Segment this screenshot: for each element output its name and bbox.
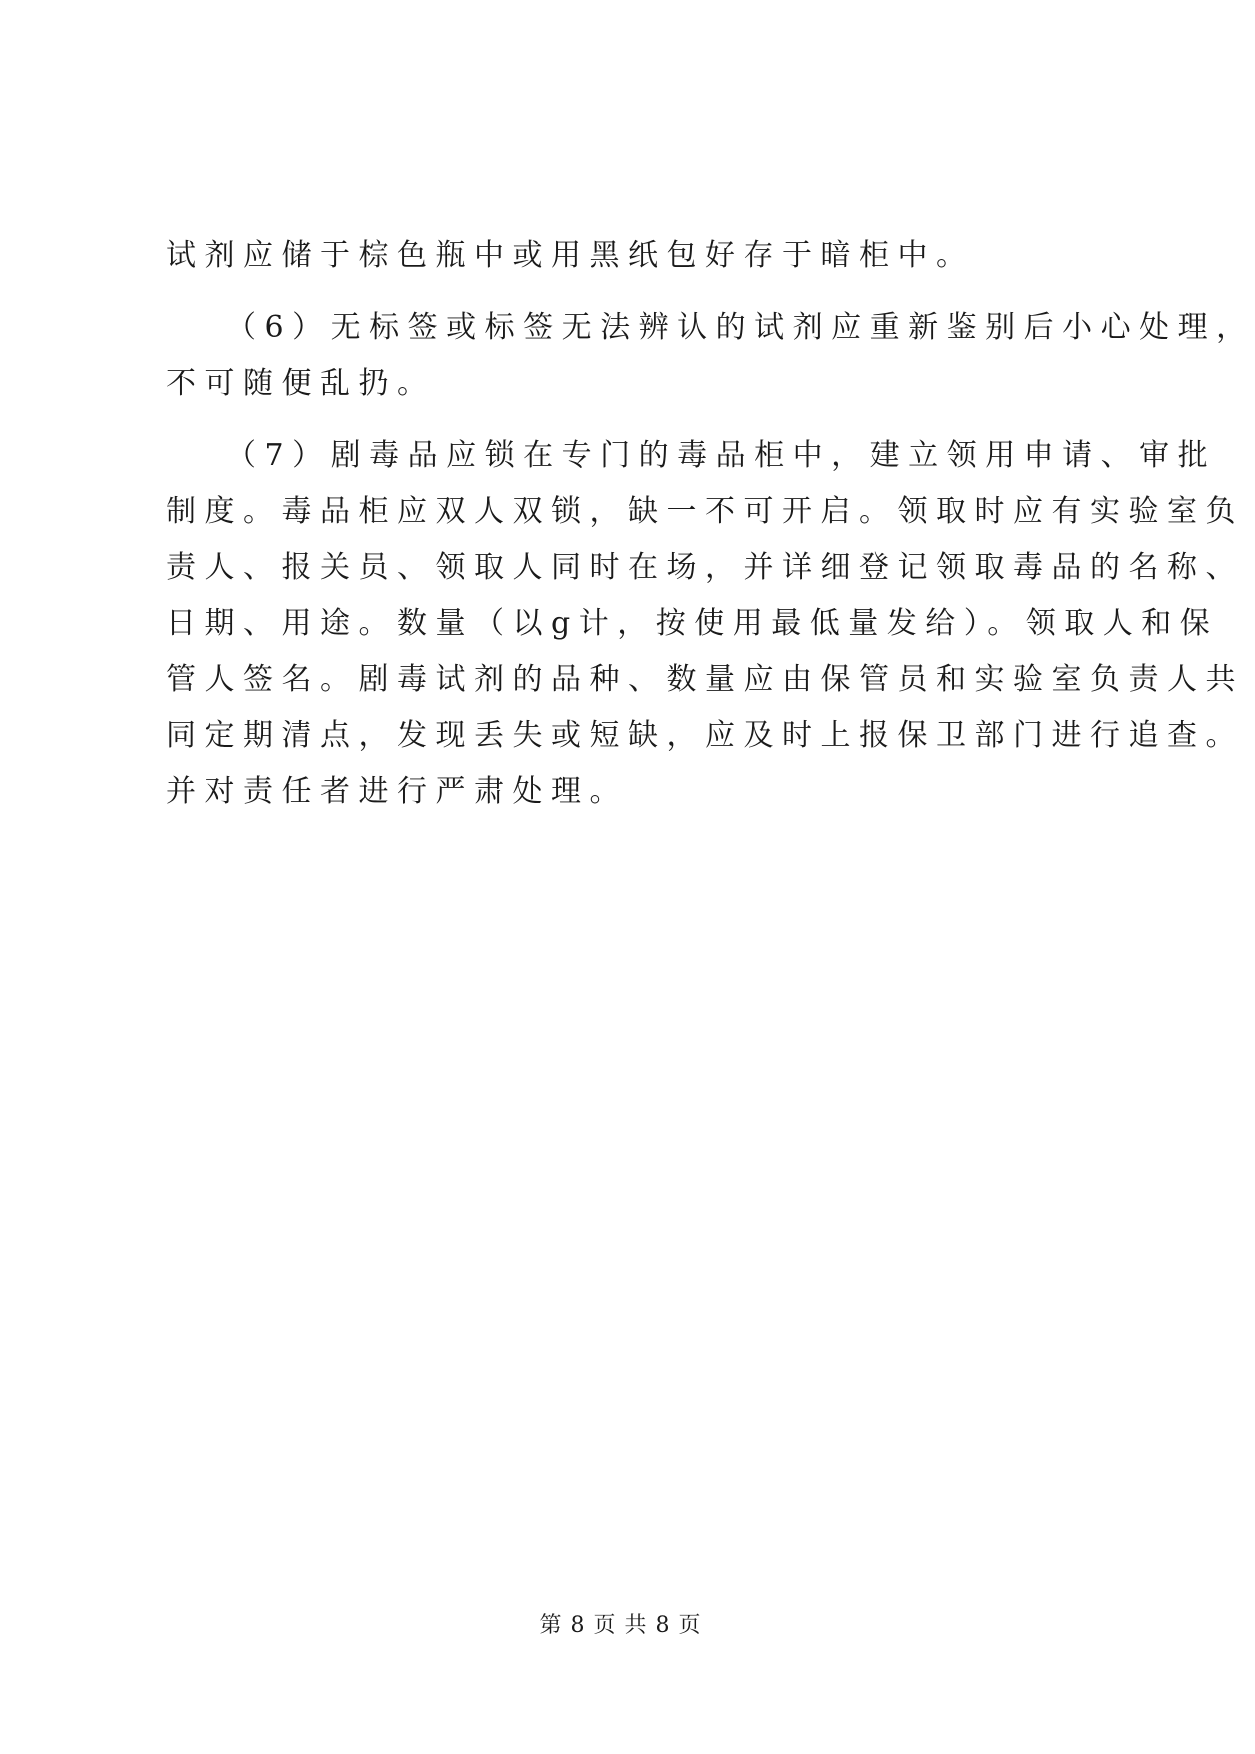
paragraph-line: （6）无标签或标签无法辨认的试剂应重新鉴别后小心处理， <box>226 310 1255 345</box>
paragraph-line: 不可随便乱扔。 <box>166 366 436 401</box>
paragraph-line: 日期、用途。数量（以g计，按使用最低量发给）。领取人和保 <box>166 606 1219 641</box>
paragraph-line: 管人签名。剧毒试剂的品种、数量应由保管员和实验室负责人共 <box>166 662 1244 697</box>
paragraph-line: 制度。毒品柜应双人双锁，缺一不可开启。领取时应有实验室负 <box>166 494 1244 529</box>
page-number-footer: 第 8 页 共 8 页 <box>539 1613 702 1638</box>
paragraph-line: 同定期清点，发现丢失或短缺，应及时上报保卫部门进行追查。 <box>166 718 1244 753</box>
paragraph-line: （7）剧毒品应锁在专门的毒品柜中，建立领用申请、审批 <box>226 438 1217 473</box>
paragraph-line: 并对责任者进行严肃处理。 <box>166 774 628 809</box>
paragraph-line: 责人、报关员、领取人同时在场，并详细登记领取毒品的名称、 <box>166 550 1244 585</box>
paragraph-line: 试剂应储于棕色瓶中或用黑纸包好存于暗柜中。 <box>166 238 975 273</box>
